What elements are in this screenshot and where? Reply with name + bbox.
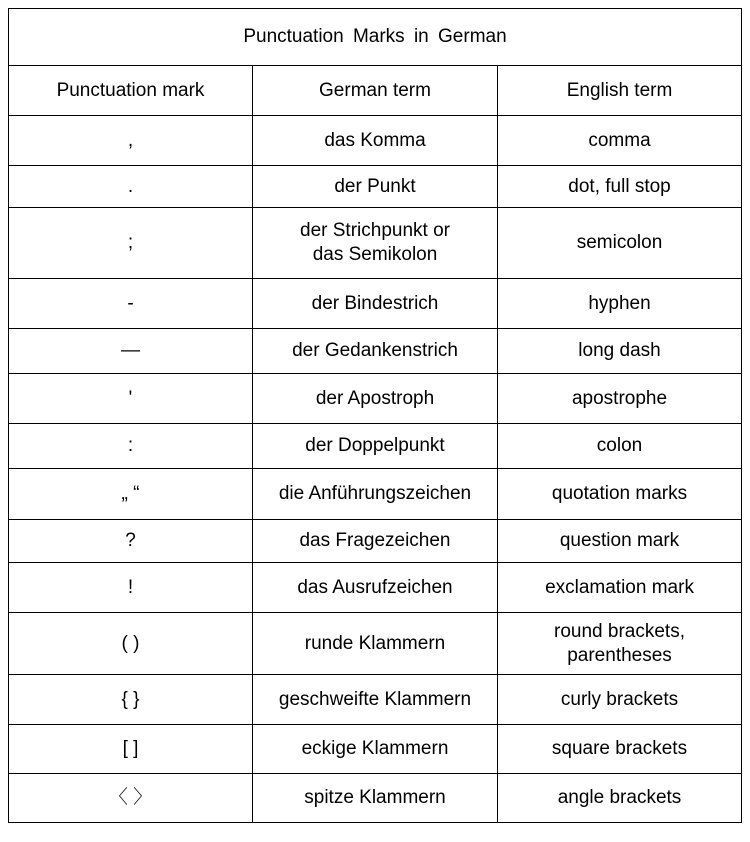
german-term-cell: das Ausrufzeichen — [253, 563, 498, 613]
german-term-cell: der Gedankenstrich — [253, 329, 498, 374]
punctuation-mark-cell: : — [9, 424, 253, 469]
table-row — [9, 374, 742, 424]
punctuation-mark-cell: ? — [9, 520, 253, 563]
header-punctuation-mark: Punctuation mark — [9, 66, 253, 116]
german-term-cell: der Apostroph — [253, 374, 498, 424]
header-english-term: English term — [498, 66, 742, 116]
punctuation-mark-cell: [ ] — [9, 725, 253, 774]
punctuation-mark-cell: { } — [9, 675, 253, 725]
table-row — [9, 613, 742, 675]
german-term-cell: der Punkt — [253, 166, 498, 208]
punctuation-mark-cell: 〈 〉 — [9, 774, 253, 823]
table-title-text: Punctuation Marks in German — [243, 26, 507, 47]
table-row — [9, 725, 742, 774]
table-row — [9, 774, 742, 823]
english-term-cell: hyphen — [498, 279, 742, 329]
punctuation-mark-cell: ! — [9, 563, 253, 613]
english-term-cell: square brackets — [498, 725, 742, 774]
english-term-cell: dot, full stop — [498, 166, 742, 208]
german-term-cell: geschweifte Klammern — [253, 675, 498, 725]
english-term-cell: comma — [498, 116, 742, 166]
punctuation-table — [8, 8, 742, 823]
table-row — [9, 329, 742, 374]
english-term-cell: exclamation mark — [498, 563, 742, 613]
german-term-cell: der Strichpunkt or das Semikolon — [253, 208, 498, 279]
english-term-cell: question mark — [498, 520, 742, 563]
german-term-cell: das Komma — [253, 116, 498, 166]
english-term-cell: quotation marks — [498, 469, 742, 520]
punctuation-mark-cell: . — [9, 166, 253, 208]
german-term-cell: das Fragezeichen — [253, 520, 498, 563]
table-row — [9, 675, 742, 725]
title-row — [9, 9, 742, 66]
punctuation-mark-cell: ; — [9, 208, 253, 279]
german-term-cell: der Bindestrich — [253, 279, 498, 329]
german-term-cell: der Doppelpunkt — [253, 424, 498, 469]
punctuation-mark-cell: „ “ — [9, 469, 253, 520]
table-row — [9, 469, 742, 520]
table-row — [9, 166, 742, 208]
table-row — [9, 424, 742, 469]
german-term-cell: runde Klammern — [253, 613, 498, 675]
english-term-cell: round brackets, parentheses — [498, 613, 742, 675]
table-row — [9, 116, 742, 166]
english-term-cell: colon — [498, 424, 742, 469]
table-row — [9, 208, 742, 279]
english-term-cell: long dash — [498, 329, 742, 374]
german-term-cell: die Anführungszeichen — [253, 469, 498, 520]
english-term-cell: semicolon — [498, 208, 742, 279]
english-term-cell: curly brackets — [498, 675, 742, 725]
table-title — [9, 9, 742, 66]
table-row — [9, 520, 742, 563]
table-row — [9, 279, 742, 329]
english-term-cell: angle brackets — [498, 774, 742, 823]
punctuation-mark-cell: - — [9, 279, 253, 329]
german-term-cell: spitze Klammern — [253, 774, 498, 823]
german-term-cell: eckige Klammern — [253, 725, 498, 774]
table-row — [9, 563, 742, 613]
header-german-term: German term — [253, 66, 498, 116]
english-term-cell: apostrophe — [498, 374, 742, 424]
punctuation-mark-cell: ' — [9, 374, 253, 424]
punctuation-mark-cell: — — [9, 329, 253, 374]
punctuation-mark-cell: , — [9, 116, 253, 166]
header-row — [9, 66, 742, 116]
punctuation-mark-cell: ( ) — [9, 613, 253, 675]
